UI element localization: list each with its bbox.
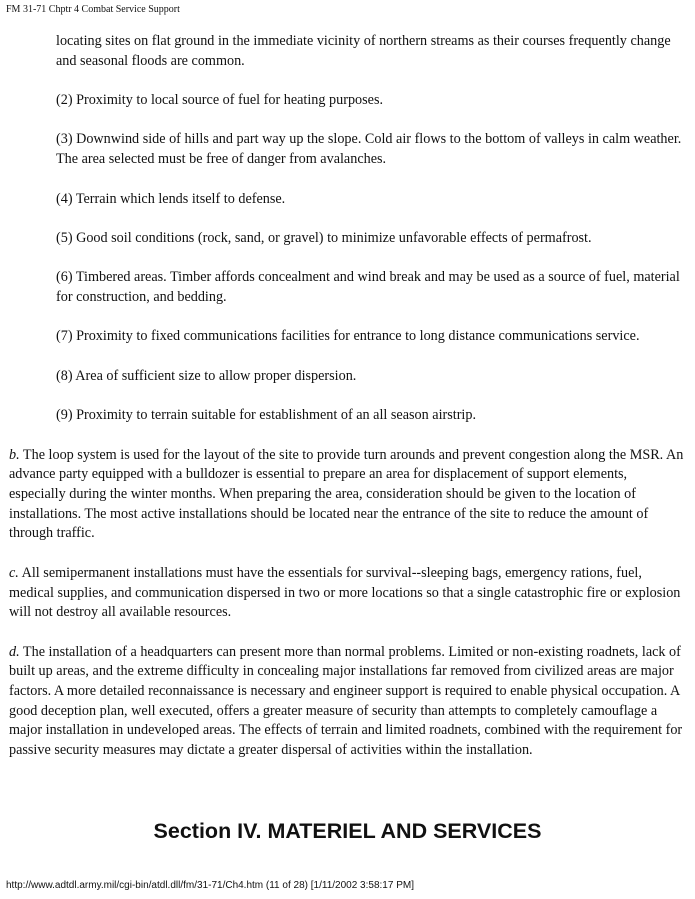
paragraph-letter: c. xyxy=(9,564,19,581)
document-body xyxy=(9,32,685,781)
paragraph-d xyxy=(9,643,685,761)
paragraph-letter: d. xyxy=(9,643,20,660)
continuation-paragraph: locating sites on flat ground in the immediate vicinity of northern streams as their courses frequently change and seasonal floods are common. xyxy=(56,33,671,69)
paragraph-c xyxy=(9,564,685,623)
paragraph-text: The installation of a headquarters can present more than normal problems. Limited or non-existing roadnets, lack of built up areas, and the extreme difficulty in concealing major installations far removed from civilized areas are major factors. A more detailed reconnaissance is necessary and engineer support is required to enable physical occupation. A good deception plan, well executed, offers a greater measure of security than attempts to completely camouflage a major installation in undeveloped areas. The effects of terrain and limited roadnets, combined with the requirement for passive security measures may dictate a greater dispersal of activities within the installation. xyxy=(9,643,683,759)
paragraph-b xyxy=(9,446,685,545)
numbered-item-9: (9) Proximity to terrain suitable for establishment of an all season airstrip. xyxy=(56,407,477,424)
numbered-item-4: (4) Terrain which lends itself to defense. xyxy=(56,190,286,207)
numbered-item-6: (6) Timbered areas. Timber affords concealment and wind break and may be used as a source of fuel, material for construction, and bedding. xyxy=(56,269,680,306)
numbered-item-2: (2) Proximity to local source of fuel for heating purposes. xyxy=(56,92,384,109)
paragraph-text: The loop system is used for the layout of the site to provide turn arounds and prevent congestion along the MSR. An advance party equipped with a bulldozer is essential to prepare an area for displacement of support elements, especially during the winter months. When preparing the area, consideration should be given to the location of installations. The most active installations should be located near the entrance of the site to reduce the amount of through traffic. xyxy=(9,446,684,542)
numbered-item-3: (3) Downwind side of hills and part way up the slope. Cold air flows to the bottom of valleys in calm weather. The area selected must be free of danger from avalanches. xyxy=(56,131,682,168)
page-header: FM 31-71 Chptr 4 Combat Service Support xyxy=(6,4,180,15)
page-footer-url: http://www.adtdl.army.mil/cgi-bin/atdl.dll/fm/31-71/Ch4.htm (11 of 28) [1/11/2002 3:58:17 PM] xyxy=(6,880,414,891)
paragraph-text: All semipermanent installations must have the essentials for survival--sleeping bags, emergency rations, fuel, medical supplies, and communication dispersed in two or more locations so that a single catastrophic fire or explosion will not destroy all available resources. xyxy=(9,564,681,621)
paragraph-letter: b. xyxy=(9,446,20,463)
section-heading: Section IV. MATERIEL AND SERVICES xyxy=(153,819,542,843)
numbered-item-8: (8) Area of sufficient size to allow proper dispersion. xyxy=(56,367,357,384)
numbered-item-5: (5) Good soil conditions (rock, sand, or gravel) to minimize unfavorable effects of permafrost. xyxy=(56,229,592,246)
numbered-item-7: (7) Proximity to fixed communications facilities for entrance to long distance communications service. xyxy=(56,328,640,345)
